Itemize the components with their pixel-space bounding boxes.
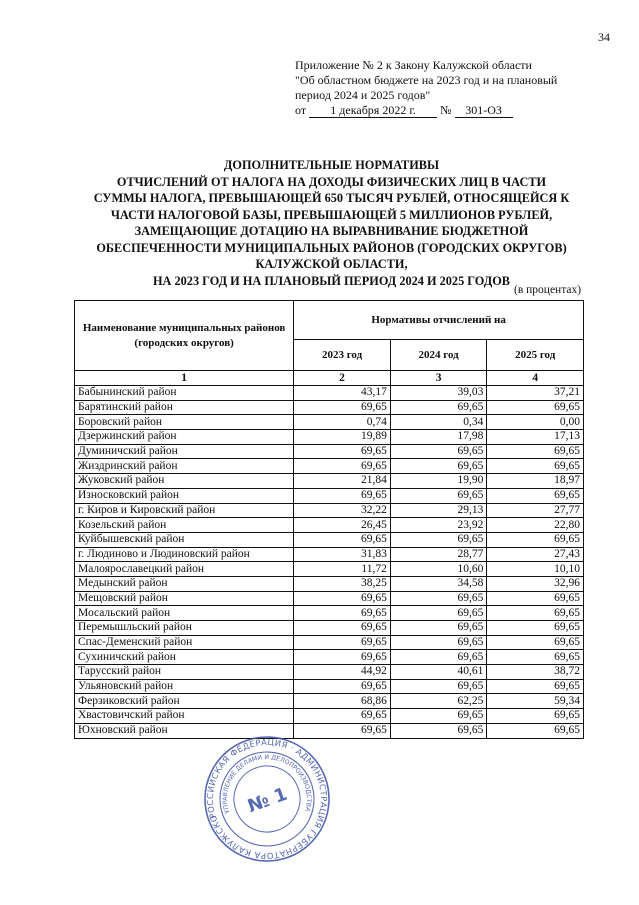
norm-value-cell: 27,77 <box>487 503 584 518</box>
table-row <box>75 459 584 474</box>
norm-value-cell: 26,45 <box>294 518 391 533</box>
table-row <box>75 518 584 533</box>
norm-value-cell: 38,72 <box>487 665 584 680</box>
norm-value-cell: 69,65 <box>294 591 391 606</box>
norm-value-cell: 32,96 <box>487 576 584 591</box>
norm-value-cell: 32,22 <box>294 503 391 518</box>
norm-value-cell: 0,34 <box>390 415 487 430</box>
norm-value-cell: 69,65 <box>487 723 584 738</box>
table-row <box>75 400 584 415</box>
municipality-name-cell: Юхновский район <box>75 723 294 738</box>
appendix-law-number: 301-ОЗ <box>455 104 513 118</box>
table-row <box>75 503 584 518</box>
norm-value-cell: 69,65 <box>390 635 487 650</box>
norm-value-cell: 37,21 <box>487 386 584 401</box>
header-year-2025: 2025 год <box>487 340 584 371</box>
table-row <box>75 532 584 547</box>
norm-value-cell: 69,65 <box>294 532 391 547</box>
norm-value-cell: 69,65 <box>390 400 487 415</box>
table-row <box>75 650 584 665</box>
appendix-block <box>295 58 625 118</box>
header-year-2024: 2024 год <box>390 340 487 371</box>
norm-value-cell: 43,17 <box>294 386 391 401</box>
norm-value-cell: 69,65 <box>487 400 584 415</box>
norm-value-cell: 22,80 <box>487 518 584 533</box>
header-norms-group: Нормативы отчислений на <box>294 301 584 340</box>
title-line-6: ОБЕСПЕЧЕННОСТИ МУНИЦИПАЛЬНЫХ РАЙОНОВ (ГОРОДСКИХ ОКРУГОВ) <box>96 240 567 255</box>
norm-value-cell: 69,65 <box>390 621 487 636</box>
header-col-number: 4 <box>487 371 584 386</box>
title-line-7: КАЛУЖСКОЙ ОБЛАСТИ, <box>255 257 408 271</box>
norm-value-cell: 0,00 <box>487 415 584 430</box>
units-note: (в процентах) <box>514 284 582 296</box>
municipality-name-cell: Ферзиковский район <box>75 694 294 709</box>
norm-value-cell: 69,65 <box>487 709 584 724</box>
norm-value-cell: 38,25 <box>294 576 391 591</box>
table-row <box>75 562 584 577</box>
norm-value-cell: 69,65 <box>294 635 391 650</box>
norm-value-cell: 34,58 <box>390 576 487 591</box>
appendix-line-4 <box>295 103 625 118</box>
table-row <box>75 694 584 709</box>
norm-value-cell: 69,65 <box>390 709 487 724</box>
official-seal-stamp <box>203 735 331 863</box>
norm-value-cell: 69,65 <box>390 459 487 474</box>
seal-inner-text: УПРАВЛЕНИЕ ДЕЛАМИ И ДЕЛОПРОИЗВОДСТВА <box>221 753 313 815</box>
norm-value-cell: 69,65 <box>294 400 391 415</box>
norm-value-cell: 69,65 <box>294 444 391 459</box>
table-row <box>75 430 584 445</box>
municipality-name-cell: Жиздринский район <box>75 459 294 474</box>
municipality-name-cell: г. Киров и Кировский район <box>75 503 294 518</box>
norm-value-cell: 69,65 <box>487 650 584 665</box>
municipality-name-cell: Износковский район <box>75 488 294 503</box>
municipality-name-cell: Бабынинский район <box>75 386 294 401</box>
norm-value-cell: 69,65 <box>487 635 584 650</box>
norm-value-cell: 0,74 <box>294 415 391 430</box>
norm-value-cell: 28,77 <box>390 547 487 562</box>
norm-value-cell: 10,60 <box>390 562 487 577</box>
norm-value-cell: 29,13 <box>390 503 487 518</box>
municipality-name-cell: Жуковский район <box>75 474 294 489</box>
title-line-5: ЗАМЕЩАЮЩИЕ ДОТАЦИЮ НА ВЫРАВНИВАНИЕ БЮДЖЕТНОЙ <box>134 224 529 238</box>
document-title <box>64 157 599 289</box>
norm-value-cell: 69,65 <box>390 723 487 738</box>
municipality-name-cell: Барятинский район <box>75 400 294 415</box>
norm-value-cell: 39,03 <box>390 386 487 401</box>
norm-value-cell: 27,43 <box>487 547 584 562</box>
table-row <box>75 547 584 562</box>
norm-value-cell: 69,65 <box>487 679 584 694</box>
norm-value-cell: 19,89 <box>294 430 391 445</box>
municipality-name-cell: Ульяновский район <box>75 679 294 694</box>
norm-value-cell: 69,65 <box>390 591 487 606</box>
municipality-name-cell: Малоярославецкий район <box>75 562 294 577</box>
norm-value-cell: 21,84 <box>294 474 391 489</box>
norm-value-cell: 69,65 <box>294 723 391 738</box>
norm-value-cell: 40,61 <box>390 665 487 680</box>
norm-value-cell: 23,92 <box>390 518 487 533</box>
municipality-name-cell: Куйбышевский район <box>75 532 294 547</box>
norm-value-cell: 69,65 <box>487 459 584 474</box>
norm-value-cell: 69,65 <box>294 621 391 636</box>
table-row <box>75 415 584 430</box>
norm-value-cell: 69,65 <box>294 709 391 724</box>
appendix-number-sign: № <box>440 103 452 117</box>
header-col-number: 3 <box>390 371 487 386</box>
norms-table <box>74 300 584 739</box>
norm-value-cell: 44,92 <box>294 665 391 680</box>
norm-value-cell: 69,65 <box>390 679 487 694</box>
norm-value-cell: 69,65 <box>294 650 391 665</box>
appendix-line-3: период 2024 и 2025 годов" <box>295 88 431 102</box>
table-row <box>75 606 584 621</box>
norm-value-cell: 69,65 <box>390 488 487 503</box>
header-municipality: Наименование муниципальных районов (городских округов) <box>75 301 294 371</box>
table-row <box>75 488 584 503</box>
header-col-number: 1 <box>75 371 294 386</box>
table-row <box>75 444 584 459</box>
table-row <box>75 679 584 694</box>
norm-value-cell: 17,98 <box>390 430 487 445</box>
appendix-date: 1 декабря 2022 г. <box>309 104 437 118</box>
table-row <box>75 621 584 636</box>
page-number: 34 <box>598 30 610 44</box>
norm-value-cell: 11,72 <box>294 562 391 577</box>
norm-value-cell: 10,10 <box>487 562 584 577</box>
norm-value-cell: 59,34 <box>487 694 584 709</box>
seal-number: № 1 <box>244 783 291 818</box>
norm-value-cell: 17,13 <box>487 430 584 445</box>
title-line-2: ОТЧИСЛЕНИЙ ОТ НАЛОГА НА ДОХОДЫ ФИЗИЧЕСКИХ ЛИЦ В ЧАСТИ <box>116 174 547 189</box>
municipality-name-cell: Медынский район <box>75 576 294 591</box>
appendix-line-2: "Об областном бюджете на 2023 год и на плановый <box>295 73 558 87</box>
norm-value-cell: 69,65 <box>390 532 487 547</box>
norm-value-cell: 69,65 <box>487 488 584 503</box>
norm-value-cell: 69,65 <box>487 591 584 606</box>
norm-value-cell: 69,65 <box>294 606 391 621</box>
municipality-name-cell: Спас-Деменский район <box>75 635 294 650</box>
appendix-line-1: Приложение № 2 к Закону Калужской области <box>295 58 532 72</box>
table-row <box>75 386 584 401</box>
title-line-1: ДОПОЛНИТЕЛЬНЫЕ НОРМАТИВЫ <box>223 158 440 172</box>
norm-value-cell: 69,65 <box>390 650 487 665</box>
title-line-8: НА 2023 ГОД И НА ПЛАНОВЫЙ ПЕРИОД 2024 И 2025 ГОДОВ <box>152 273 510 288</box>
municipality-name-cell: Дзержинский район <box>75 430 294 445</box>
norm-value-cell: 69,65 <box>487 621 584 636</box>
table-row <box>75 591 584 606</box>
norm-value-cell: 18,97 <box>487 474 584 489</box>
norm-value-cell: 69,65 <box>390 606 487 621</box>
municipality-name-cell: Перемышльский район <box>75 621 294 636</box>
norm-value-cell: 69,65 <box>294 459 391 474</box>
municipality-name-cell: Тарусский район <box>75 665 294 680</box>
table-row <box>75 474 584 489</box>
municipality-name-cell: Козельский район <box>75 518 294 533</box>
title-line-3: СУММЫ НАЛОГА, ПРЕВЫШАЮЩЕЙ 650 ТЫСЯЧ РУБЛЕЙ, ОТНОСЯЩЕЙСЯ К <box>93 191 570 205</box>
table-row <box>75 709 584 724</box>
norm-value-cell: 31,83 <box>294 547 391 562</box>
norm-value-cell: 62,25 <box>390 694 487 709</box>
norm-value-cell: 69,65 <box>294 488 391 503</box>
norm-value-cell: 69,65 <box>487 444 584 459</box>
title-line-4: ЧАСТИ НАЛОГОВОЙ БАЗЫ, ПРЕВЫШАЮЩЕЙ 5 МИЛЛИОНОВ РУБЛЕЙ, <box>110 207 553 222</box>
norm-value-cell: 69,65 <box>390 444 487 459</box>
table-row <box>75 665 584 680</box>
header-year-2023: 2023 год <box>294 340 391 371</box>
table-row <box>75 576 584 591</box>
norm-value-cell: 19,90 <box>390 474 487 489</box>
appendix-from-label: от <box>295 103 307 117</box>
municipality-name-cell: Мещовский район <box>75 591 294 606</box>
norm-value-cell: 68,86 <box>294 694 391 709</box>
municipality-name-cell: Мосальский район <box>75 606 294 621</box>
seal-outer-text: РОССИЙСКАЯ ФЕДЕРАЦИЯ · АДМИНИСТРАЦИЯ ГУБЕРНАТОРА КАЛУЖСКОЙ <box>204 736 330 862</box>
norm-value-cell: 69,65 <box>487 532 584 547</box>
norms-table-body <box>75 386 584 739</box>
table-row <box>75 635 584 650</box>
municipality-name-cell: Боровский район <box>75 415 294 430</box>
norm-value-cell: 69,65 <box>487 606 584 621</box>
municipality-name-cell: Сухиничский район <box>75 650 294 665</box>
header-col-number: 2 <box>294 371 391 386</box>
norm-value-cell: 69,65 <box>294 679 391 694</box>
municipality-name-cell: Хвастовичский район <box>75 709 294 724</box>
municipality-name-cell: Думиничский район <box>75 444 294 459</box>
municipality-name-cell: г. Людиново и Людиновский район <box>75 547 294 562</box>
